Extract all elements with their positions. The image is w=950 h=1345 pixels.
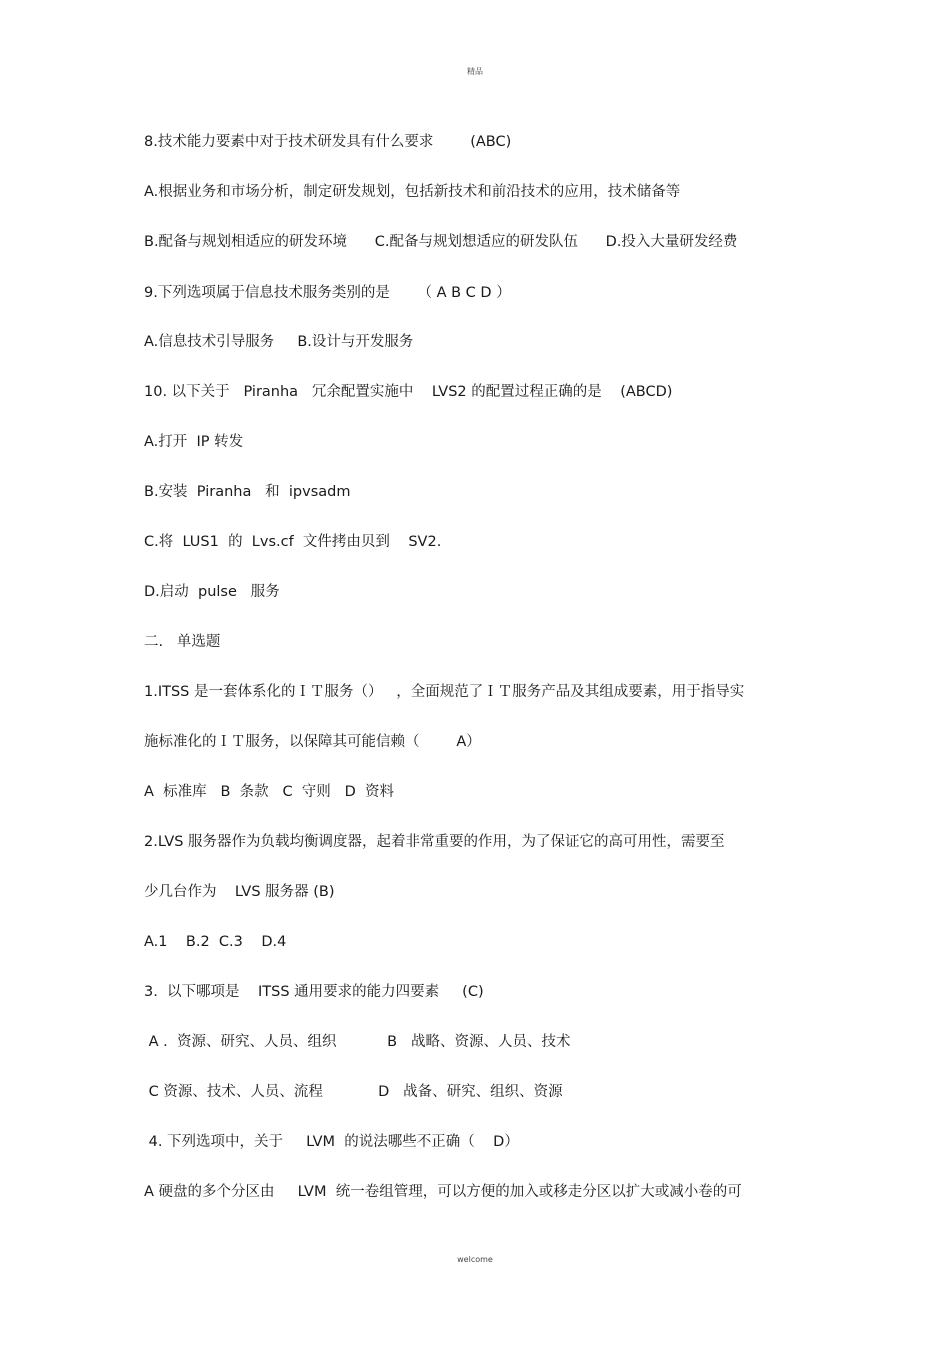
- single-question-2-options: A.1 B.2 C.3 D.4: [144, 934, 287, 950]
- single-question-4: 4. 下列选项中，关于 LVM 的说法哪些不正确（ D）: [144, 1134, 519, 1150]
- question-8: 8.技术能力要素中对于技术研发具有什么要求 (ABC): [144, 134, 512, 150]
- single-question-3-options-cd: C 资源、技术、人员、流程 D 战备、研究、组织、资源: [144, 1084, 563, 1100]
- single-question-4-option-a: A 硬盘的多个分区由 LVM 统一卷组管理，可以方便的加入或移走分区以扩大或减小卷的可: [144, 1184, 742, 1200]
- question-8-option-a: A.根据业务和市场分析，制定研发规划，包括新技术和前沿技术的应用，技术储备等: [144, 184, 681, 200]
- question-10-option-d: D.启动 pulse 服务: [144, 584, 280, 600]
- question-10-option-c: C.将 LUS1 的 Lvs.cf 文件拷由贝到 SV2.: [144, 534, 442, 550]
- single-question-1: 1.ITSS 是一套体系化的ＩＴ服务（） ，全面规范了ＩＴ服务产品及其组成要素，用于指导实: [144, 684, 745, 700]
- single-question-3-options-ab: A . 资源、研究、人员、组织 B 战略、资源、人员、技术: [144, 1034, 571, 1050]
- page-footer: welcome: [457, 1255, 493, 1264]
- page-header: 精品: [467, 67, 483, 76]
- question-10-option-b: B.安装 Piranha 和 ipvsadm: [144, 484, 351, 500]
- question-10: 10. 以下关于 Piranha 冗余配置实施中 LVS2 的配置过程正确的是 (ABCD): [144, 384, 673, 400]
- single-question-2: 2.LVS 服务器作为负载均衡调度器，起着非常重要的作用，为了保证它的高可用性，需要至: [144, 834, 725, 850]
- single-question-3: 3. 以下哪项是 ITSS 通用要求的能力四要素 (C): [144, 984, 484, 1000]
- question-9-options: A.信息技术引导服务 B.设计与开发服务: [144, 334, 414, 350]
- question-8-options-bcd: B.配备与规划相适应的研发环境 C.配备与规划想适应的研发队伍 D.投入大量研发经费: [144, 234, 738, 250]
- question-9: 9.下列选项属于信息技术服务类别的是 （ A B C D ）: [144, 285, 511, 301]
- single-question-1-options: A 标准库 B 条款 C 守则 D 资料: [144, 784, 395, 800]
- section-heading: 二. 单选题: [144, 634, 221, 650]
- question-10-option-a: A.打开 IP 转发: [144, 434, 244, 450]
- single-question-1-cont: 施标准化的ＩＴ服务，以保障其可能信赖（ A）: [144, 734, 481, 750]
- single-question-2-cont: 少几台作为 LVS 服务器 (B): [144, 884, 335, 900]
